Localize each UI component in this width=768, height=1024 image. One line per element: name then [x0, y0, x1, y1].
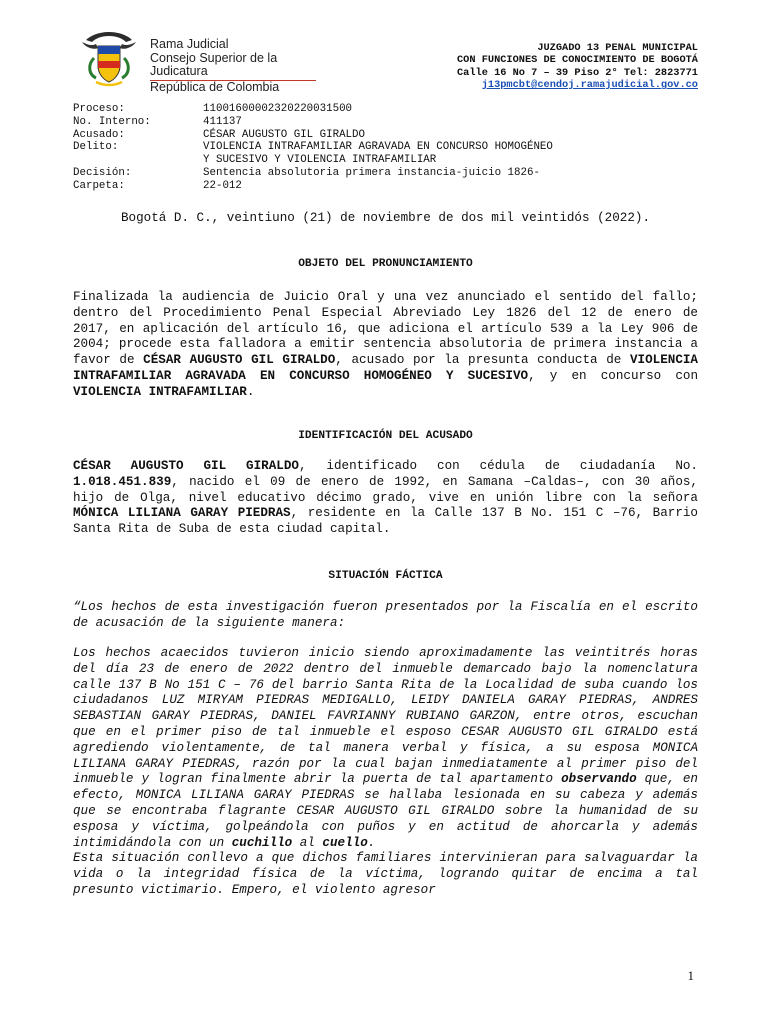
paragraph-intro-quote: “Los hechos de esta investigación fueron presentados por la Fiscalía en el escrito de acusación de la siguiente manera: [73, 600, 698, 630]
crime-name: VIOLENCIA INTRAFAMILIAR [73, 384, 247, 399]
meta-row [73, 154, 623, 167]
victim-name: MÓNICA LILIANA GARAY PIEDRAS [73, 506, 291, 521]
meta-label: Delito: [73, 141, 119, 154]
meta-value: VIOLENCIA INTRAFAMILIAR AGRAVADA EN CONCURSO HOMOGÉNEO [203, 141, 553, 154]
text: . [367, 835, 376, 850]
accused-name: CÉSAR AUGUSTO GIL GIRALDO [143, 353, 336, 368]
text: al [292, 835, 323, 850]
text: , identificado con cédula de ciudadanía No. [298, 459, 698, 473]
text: Esta situación conllevo a que dichos familiares intervinieran para salvaguardar la vida o la integridad física de la víctima, logrando quitar de encima a tal presunto victimario. Empero, el violento agresor [73, 851, 698, 897]
text: , nacido el 09 de enero de 1992, en Samana –Caldas–, con 30 años, hijo de Olga, nivel educativo décimo grado, vive en unión libre con la señora [73, 474, 698, 505]
meta-value: 11001600002320220031500 [203, 103, 353, 115]
meta-label: Acusado: [73, 128, 125, 141]
text: Finalizada la audiencia de Juicio Oral y una vez anunciado el sentido del fallo; dentro del Procedimiento Penal Especial Abreviado Ley 1826 del 12 de enero de 2017, en aplicación del artículo 16, que adiciona el artículo 539 a la Ley 906 de 2004; procede esta falladora a emitir sentencia absolutoria de primera instancia a favor de [73, 290, 698, 368]
meta-label: Proceso: [73, 103, 125, 115]
text: , residente en la Calle 137 B No. 151 C –76, Barrio Santa Rita de Suba de esta ciudad capital. [73, 506, 698, 537]
accused-name: CÉSAR AUGUSTO GIL GIRALDO [73, 459, 299, 473]
institution-header [76, 28, 316, 94]
institution-line-2: Consejo Superior de la Judicatura [150, 52, 316, 81]
meta-value: 22-012 [203, 179, 242, 192]
meta-label: No. Interno: [73, 115, 151, 128]
institution-name [150, 38, 316, 94]
meta-value: Y SUCESIVO Y VIOLENCIA INTRAFAMILIAR [203, 154, 437, 167]
text: , acusado por la presunta conducta de [335, 353, 630, 368]
meta-row [73, 141, 623, 154]
meta-row [73, 116, 623, 129]
court-header [457, 42, 698, 92]
text: . [246, 384, 255, 399]
meta-row [73, 180, 623, 193]
meta-label [73, 154, 203, 167]
text: Los hechos acaecidos tuvieron inicio siendo aproximadamente las veintitrés horas del día 23 de enero de 2022 dentro del inmueble demarcado bajo la nomenclatura calle 137 B No 151 C – 76 del barrio Santa Rita de la Localidad de suba cuando los ciudadanos LUZ MIRYAM PIEDRAS MEDIGALLO, LEIDY DANIELA GARAY PIEDRAS, ANDRES SEBASTIAN GARAY PIEDRAS, DANIEL FAVRIANNY RUBIANO GARZON, entre otros, escuchan que en el primer piso de tal inmueble el esposo CESAR AUGUSTO GIL GIRALDO está agrediendo violentamente, de tal manera verbal y física, a su esposa MONICA LILIANA GARAY PIEDRAS, razón por la cual bajan inmediatamente al primer piso del inmueble y logran finalmente abrir la puerta de tal apartamento [73, 646, 698, 787]
decision-date: Bogotá D. C., veintiuno (21) de noviembre de dos mil veintidós (2022). [120, 211, 651, 225]
paragraph-identificacion [73, 459, 698, 538]
meta-value: 411137 [203, 115, 242, 128]
meta-label: Decisión: [73, 166, 132, 179]
paragraph-objeto [73, 290, 698, 401]
emphasis: observando [561, 772, 637, 787]
meta-row [73, 129, 623, 142]
emphasis: cuello [322, 835, 368, 850]
colombia-coat-of-arms-icon [76, 28, 142, 88]
court-address: Calle 16 No 7 – 39 Piso 2° Tel: 2823771 [457, 66, 698, 79]
section-title-objeto: OBJETO DEL PRONUNCIAMIENTO [298, 258, 473, 270]
case-metadata [73, 103, 623, 193]
paragraph-hechos [73, 646, 698, 899]
meta-label: Carpeta: [73, 179, 125, 192]
meta-value: Sentencia absolutoria primera instancia-juicio 1826- [203, 166, 540, 179]
court-name: JUZGADO 13 PENAL MUNICIPAL [537, 42, 698, 54]
institution-line-3: República de Colombia [150, 79, 280, 94]
emphasis: cuchillo [231, 835, 293, 850]
section-title-situacion: SITUACIÓN FÁCTICA [328, 570, 443, 582]
crime-name: VIOLENCIA INTRAFAMILIAR AGRAVADA EN CONCURSO HOMOGÉNEO Y SUCESIVO [73, 353, 698, 383]
meta-row [73, 167, 623, 180]
meta-value: CÉSAR AUGUSTO GIL GIRALDO [203, 128, 365, 141]
section-title-identificacion: IDENTIFICACIÓN DEL ACUSADO [298, 430, 473, 442]
court-email-link[interactable]: j13pmcbt@cendoj.ramajudicial.gov.co [481, 79, 698, 92]
page-number: 1 [687, 968, 694, 983]
text: , y en concurso con [528, 368, 698, 383]
court-function: CON FUNCIONES DE CONOCIMIENTO DE BOGOTÁ [457, 54, 698, 67]
text: que, en efecto, MONICA LILIANA GARAY PIEDRAS se hallaba lesionada en su cabeza y además que se encontraba flagrante CESAR AUGUSTO GIL GIRALDO sobre la humanidad de su esposa y víctima, golpeándola con puños y en actitud de ahorcarla y además intimidándola con un [73, 772, 698, 850]
institution-line-1: Rama Judicial [150, 37, 229, 51]
meta-row [73, 103, 623, 116]
id-number: 1.018.451.839 [73, 474, 172, 489]
